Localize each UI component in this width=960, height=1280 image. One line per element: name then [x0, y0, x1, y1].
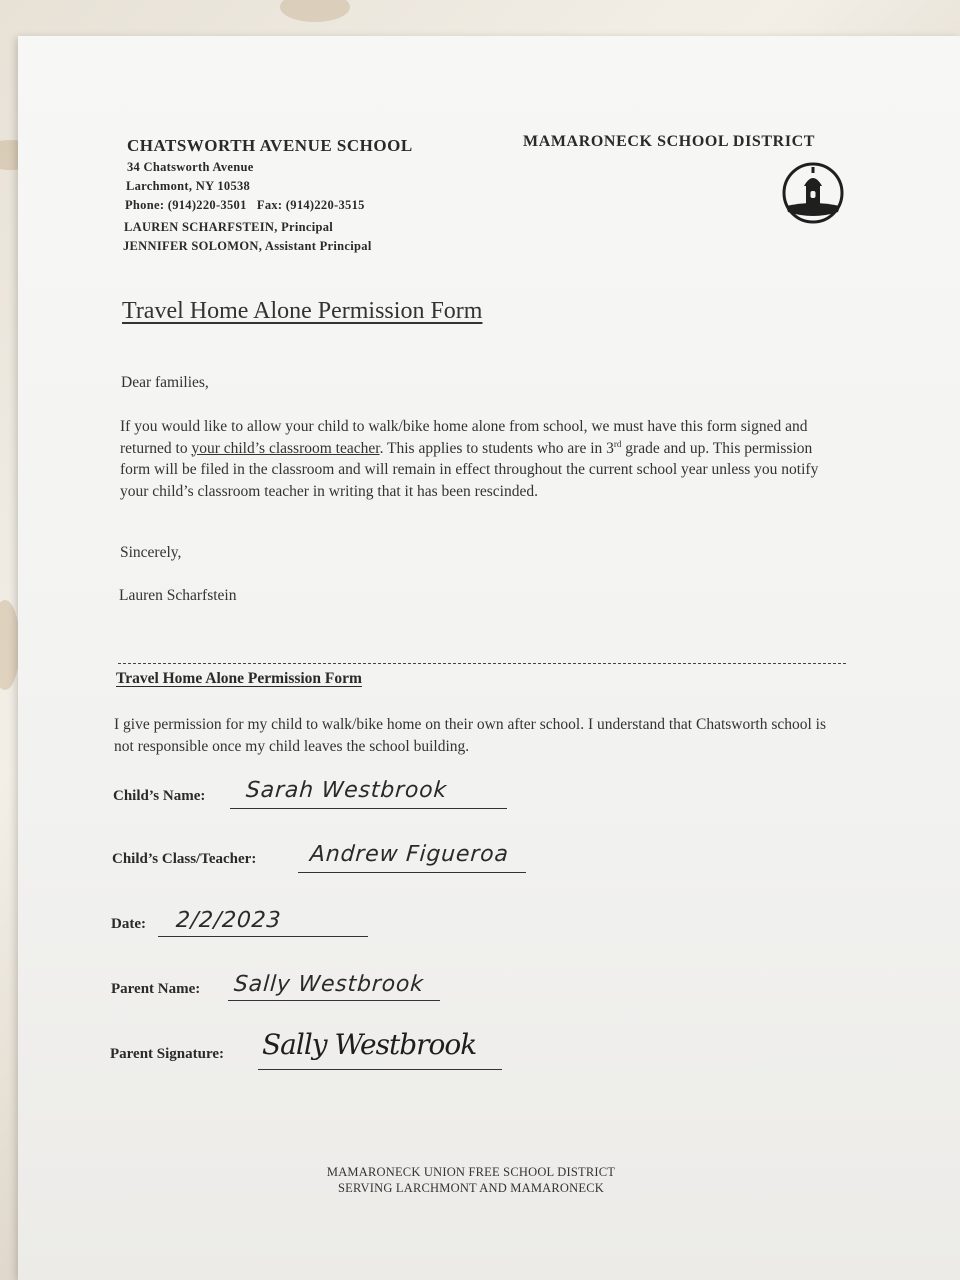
district-name: MAMARONECK SCHOOL DISTRICT	[523, 133, 816, 150]
para-text-2: . This applies to students who are in 3	[379, 439, 614, 457]
school-address-line2: Larchmont, NY 10538	[126, 179, 251, 193]
date-line	[158, 936, 368, 937]
parent-name-label: Parent Name:	[111, 981, 201, 997]
child-name-line	[230, 808, 507, 809]
child-name-value[interactable]: Sarah Westbrook	[245, 778, 448, 803]
letter-title: Travel Home Alone Permission Form	[122, 298, 483, 324]
letter-closing: Sincerely,	[120, 544, 182, 561]
para-superscript: rd	[613, 438, 622, 449]
date-value[interactable]: 2/2/2023	[175, 908, 283, 933]
letter-paragraph	[120, 416, 840, 502]
class-teacher-line	[298, 872, 526, 873]
class-teacher-label: Child’s Class/Teacher:	[112, 851, 257, 867]
document-page	[18, 36, 960, 1280]
child-name-label: Child’s Name:	[113, 788, 206, 804]
school-phone-fax: Phone: (914)220-3501 Fax: (914)220-3515	[125, 198, 365, 212]
parent-signature-line	[258, 1069, 502, 1070]
form-statement: I give permission for my child to walk/bike home on their own after school. I understand that Chatsworth school is not responsible once my child leaves the school building.	[114, 716, 827, 755]
bell-tower-logo-icon	[782, 162, 844, 224]
para-text-1: If you would like to allow your child to walk/bike home alone from school, we must have this form signed and returned to	[120, 418, 808, 457]
marble-vein	[0, 600, 20, 690]
marble-vein	[280, 0, 350, 22]
principal-name: LAUREN SCHARFSTEIN, Principal	[124, 220, 334, 234]
parent-signature-label: Parent Signature:	[110, 1046, 225, 1062]
footer-line2: SERVING LARCHMONT AND MAMARONECK	[338, 1181, 604, 1195]
letter-signer: Lauren Scharfstein	[119, 587, 237, 604]
parent-name-line	[228, 1000, 440, 1001]
parent-signature-value[interactable]: Sally Westbrook	[262, 1028, 477, 1061]
school-address-line1: 34 Chatsworth Avenue	[127, 160, 254, 174]
class-teacher-value[interactable]: Andrew Figueroa	[309, 842, 510, 867]
footer-line1: MAMARONECK UNION FREE SCHOOL DISTRICT	[326, 1165, 616, 1179]
para-underlined-text: your child’s classroom teacher	[191, 439, 380, 457]
tear-off-divider	[118, 663, 846, 664]
para-text-3: grade and up. This permission form will be filed in the classroom and will remain in effect throughout the current school year unless you notify your child’s classroom teacher in writing that it has been rescinded.	[120, 439, 819, 500]
letter-greeting: Dear families,	[121, 374, 209, 391]
school-name: CHATSWORTH AVENUE SCHOOL	[127, 136, 413, 155]
parent-name-value[interactable]: Sally Westbrook	[233, 972, 425, 997]
assistant-principal-name: JENNIFER SOLOMON, Assistant Principal	[123, 239, 372, 253]
form-title: Travel Home Alone Permission Form	[116, 670, 362, 687]
date-label: Date:	[111, 916, 146, 932]
page-footer	[18, 1164, 924, 1196]
